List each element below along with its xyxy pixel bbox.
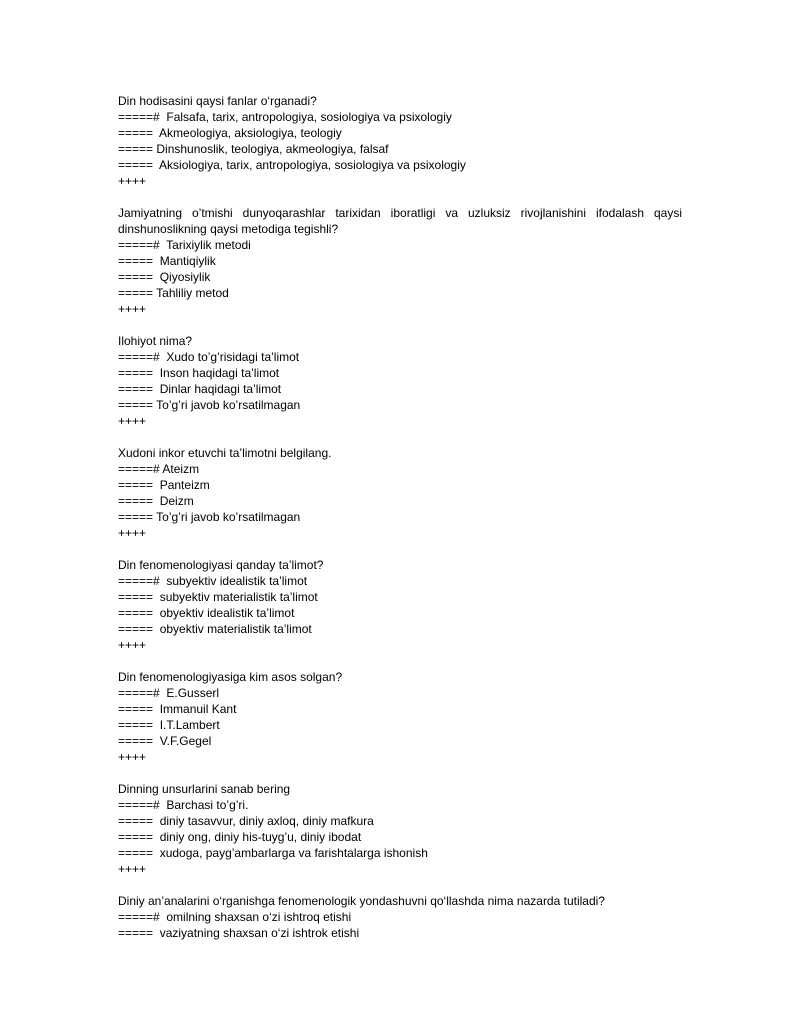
document-page: [118, 93, 682, 957]
answer-option: ===== To’g’ri javob ko’rsatilmagan: [118, 398, 301, 412]
question-end-marker: ++++: [118, 414, 147, 428]
answer-option: ===== Akmeologiya, aksiologiya, teologiy: [118, 126, 342, 140]
question-block-1: [118, 93, 682, 189]
answer-option: ===== vaziyatning shaxsan o‘zi ishtrok etishi: [118, 926, 360, 940]
question-block-2: [118, 205, 682, 317]
answer-option: ===== diniy ong, diniy his-tuyg’u, diniy ibodat: [118, 830, 362, 844]
answer-option: =====# Falsafa, tarix, antropologiya, sosiologiya va psixologiy: [118, 110, 452, 124]
answer-option: ===== Dinlar haqidagi ta’limot: [118, 382, 282, 396]
answer-option: =====# E.Gusserl: [118, 686, 220, 700]
question-end-marker: ++++: [118, 862, 147, 876]
answer-option: ===== I.T.Lambert: [118, 718, 220, 732]
answer-option: ===== Deizm: [118, 494, 194, 508]
question-text: Din hodisasini qaysi fanlar o‘rganadi?: [118, 94, 317, 108]
question-end-marker: ++++: [118, 638, 147, 652]
question-block-6: [118, 669, 682, 765]
question-text: Din fenomenologiyasiga kim asos solgan?: [118, 670, 343, 684]
answer-option: =====# Xudo to’g’risidagi ta’limot: [118, 350, 300, 364]
answer-option: ===== Aksiologiya, tarix, antropologiya, sosiologiya va psixologiy: [118, 158, 466, 172]
answer-option: ===== To’g’ri javob ko’rsatilmagan: [118, 510, 301, 524]
answer-option: ===== Tahliliy metod: [118, 286, 229, 300]
answer-option: ===== obyektiv idealistik ta’limot: [118, 606, 295, 620]
question-text: Xudoni inkor etuvchi ta’limotni belgilang.: [118, 446, 332, 460]
answer-option: ===== Qiyosiylik: [118, 270, 211, 284]
answer-option: =====# Barchasi to’g’ri.: [118, 798, 249, 812]
answer-option: ===== xudoga, payg’ambarlarga va farishtalarga ishonish: [118, 846, 428, 860]
answer-option: ===== Immanuil Kant: [118, 702, 237, 716]
answer-option: ===== diniy tasavvur, diniy axloq, diniy mafkura: [118, 814, 374, 828]
answer-option: ===== obyektiv materialistik ta’limot: [118, 622, 312, 636]
answer-option: ===== Dinshunoslik, teologiya, akmeologiya, falsaf: [118, 142, 389, 156]
question-text: Diniy an’analarini o‘rganishga fenomenologik yondashuvni qo‘llashda nima nazarda tutiladi?: [118, 894, 605, 908]
answer-option: ===== subyektiv materialistik ta’limot: [118, 590, 318, 604]
question-text: Dinning unsurlarini sanab bering: [118, 782, 291, 796]
question-text: Din fenomenologiyasi qanday ta’limot?: [118, 558, 324, 572]
question-end-marker: ++++: [118, 302, 147, 316]
answer-option: =====# Tarixiylik metodi: [118, 238, 251, 252]
question-end-marker: ++++: [118, 526, 147, 540]
question-block-5: [118, 557, 682, 653]
question-end-marker: ++++: [118, 750, 147, 764]
question-text: Ilohiyot nima?: [118, 334, 193, 348]
answer-option: =====# omilning shaxsan o‘zi ishtroq etishi: [118, 910, 352, 924]
answer-option: =====# Ateizm: [118, 462, 200, 476]
question-block-7: [118, 781, 682, 877]
answer-option: ===== Panteizm: [118, 478, 210, 492]
answer-option: ===== V.F.Gegel: [118, 734, 212, 748]
question-block-4: [118, 445, 682, 541]
question-block-8: [118, 893, 682, 941]
question-block-3: [118, 333, 682, 429]
question-end-marker: ++++: [118, 174, 147, 188]
answer-option: =====# subyektiv idealistik ta’limot: [118, 574, 308, 588]
question-text: Jamiyatning o’tmishi dunyoqarashlar tarixidan iboratligi va uzluksiz rivojlanishini ifodalash qaysi dinshunoslikning qaysi metodiga tegishli?: [118, 206, 682, 236]
answer-option: ===== Inson haqidagi ta’limot: [118, 366, 280, 380]
answer-option: ===== Mantiqiylik: [118, 254, 216, 268]
